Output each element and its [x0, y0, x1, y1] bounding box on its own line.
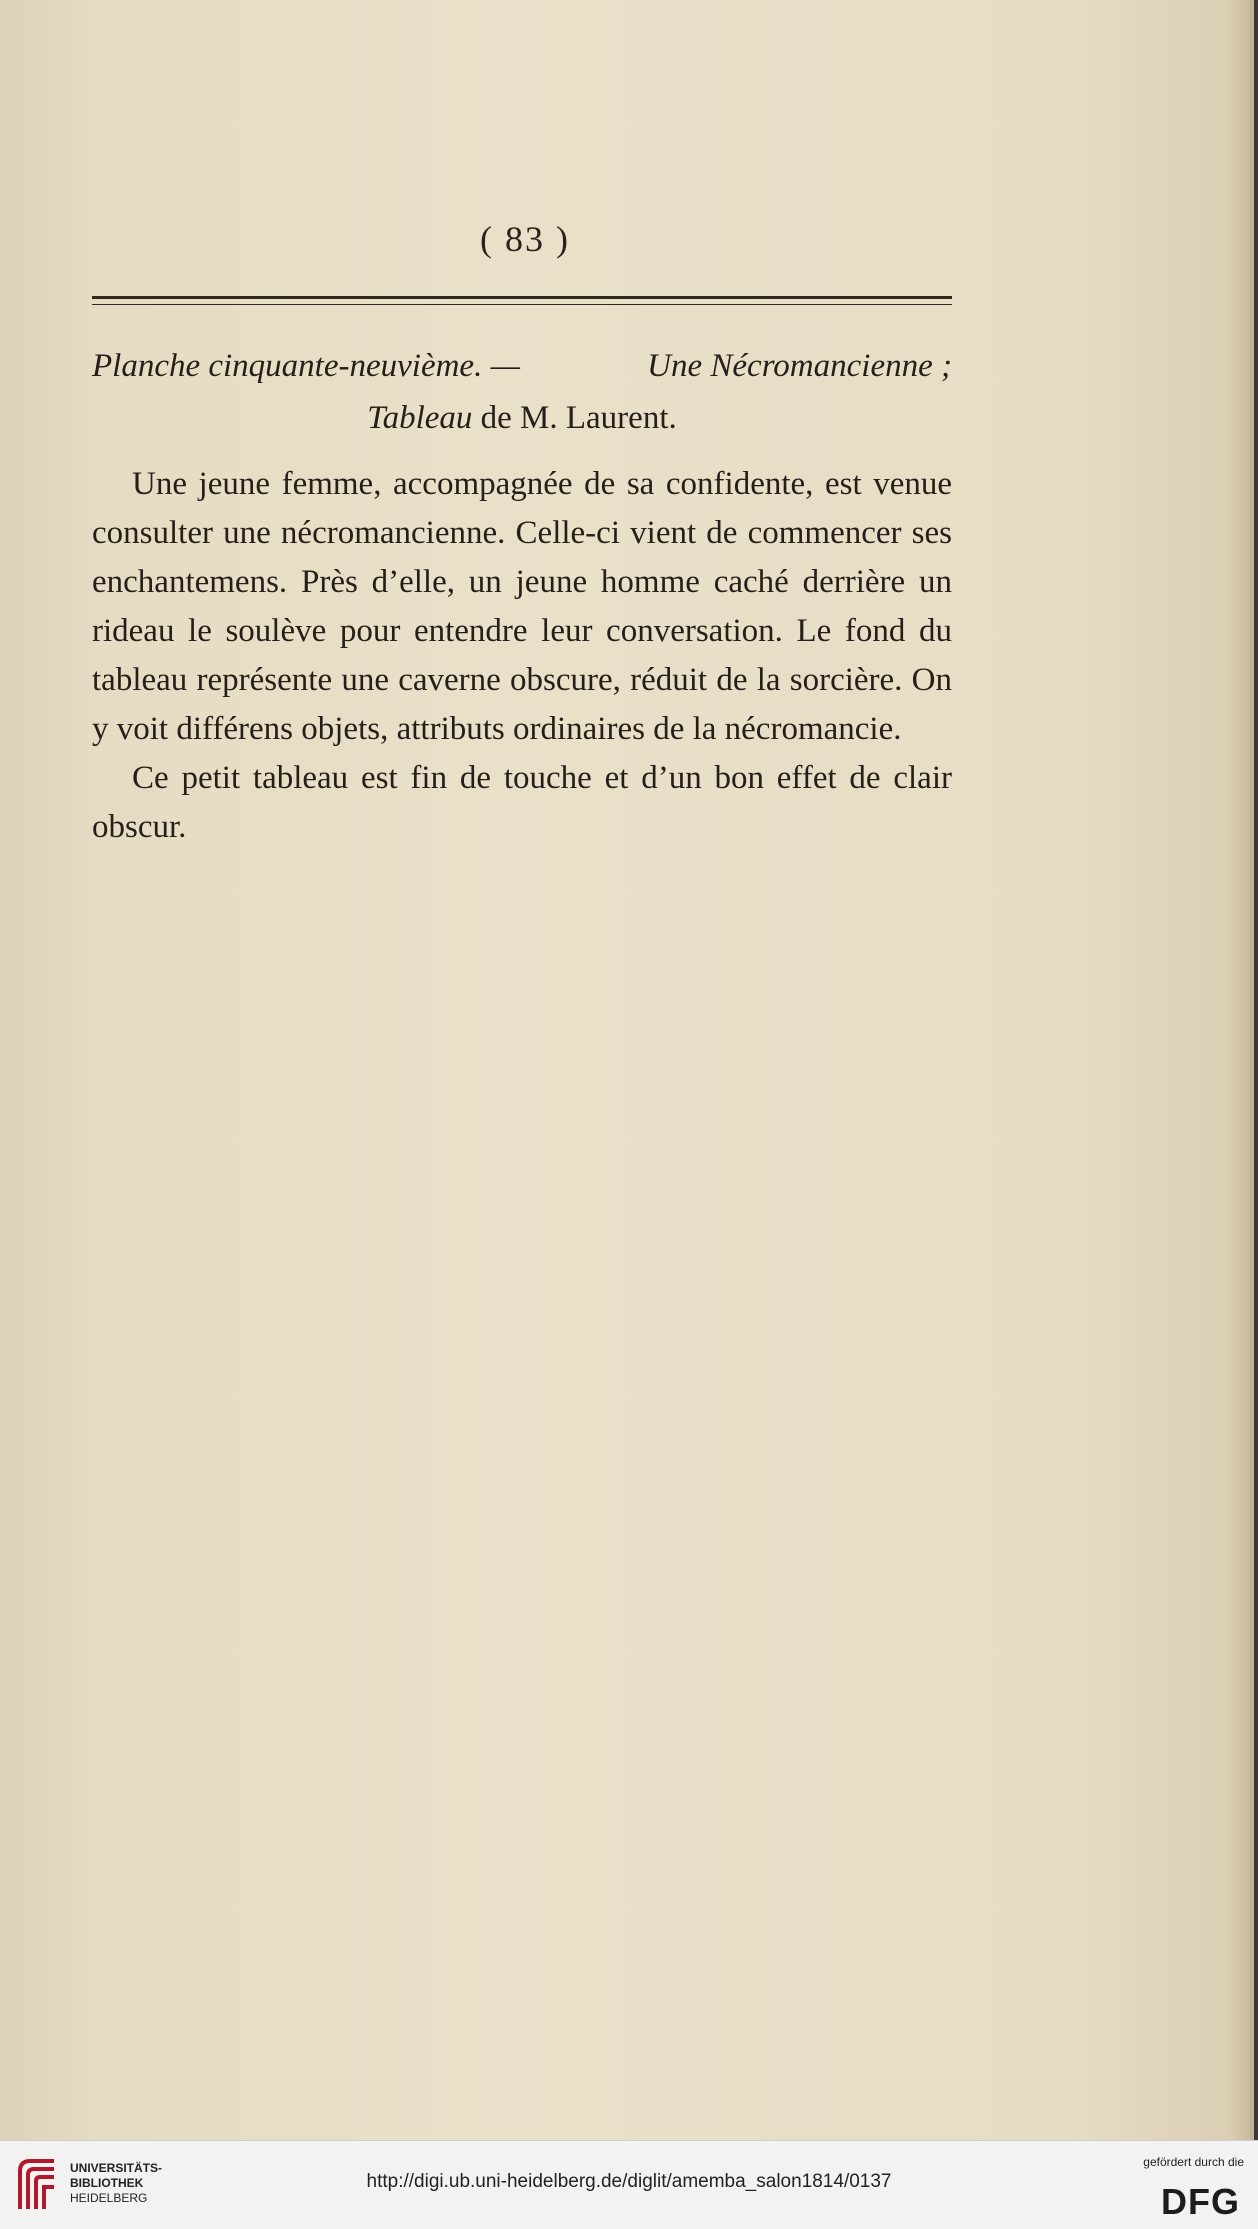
paragraph: Une jeune femme, accompagnée de sa confidente, est venue consulter une nécromancienne. Celle-ci vient de commencer ses enchantemens. Près d’elle, un jeune homme caché derrière un rideau le soulève pour entendre leur conversation. Le fond du tableau représente une caverne obscure, réduit de la sorcière. On y voit différens objets, attributs ordinaires de la nécromancie. — [92, 466, 952, 747]
heading-line-1 — [92, 340, 952, 392]
heading-tableau: Tableau — [367, 400, 473, 436]
paragraph: Ce petit tableau est fin de touche et d’un bon effet de clair obscur. — [92, 760, 952, 845]
source-url-link[interactable]: http://digi.ub.uni-heidelberg.de/diglit/amemba_salon1814/0137 — [366, 2171, 892, 2192]
header-rule-thin — [92, 304, 952, 305]
page-number: ( 83 ) — [480, 219, 570, 259]
plate-subject: Une Nécromancienne ; — [647, 348, 952, 384]
plate-title: Planche cinquante-neuvième. — — [92, 348, 520, 384]
dfg-logo: DFG — [1161, 2181, 1240, 2222]
heading-line-2 — [92, 392, 952, 444]
library-name: UNIVERSITÄTS- BIBLIOTHEK HEIDELBERG — [70, 2161, 163, 2205]
funding-note: gefördert durch die — [1143, 2155, 1244, 2169]
plate-heading — [92, 340, 952, 444]
body-text — [92, 460, 952, 852]
footer-bar — [0, 2140, 1258, 2229]
heading-artist: de M. Laurent. — [472, 400, 677, 436]
header-rule-thick — [92, 296, 952, 299]
